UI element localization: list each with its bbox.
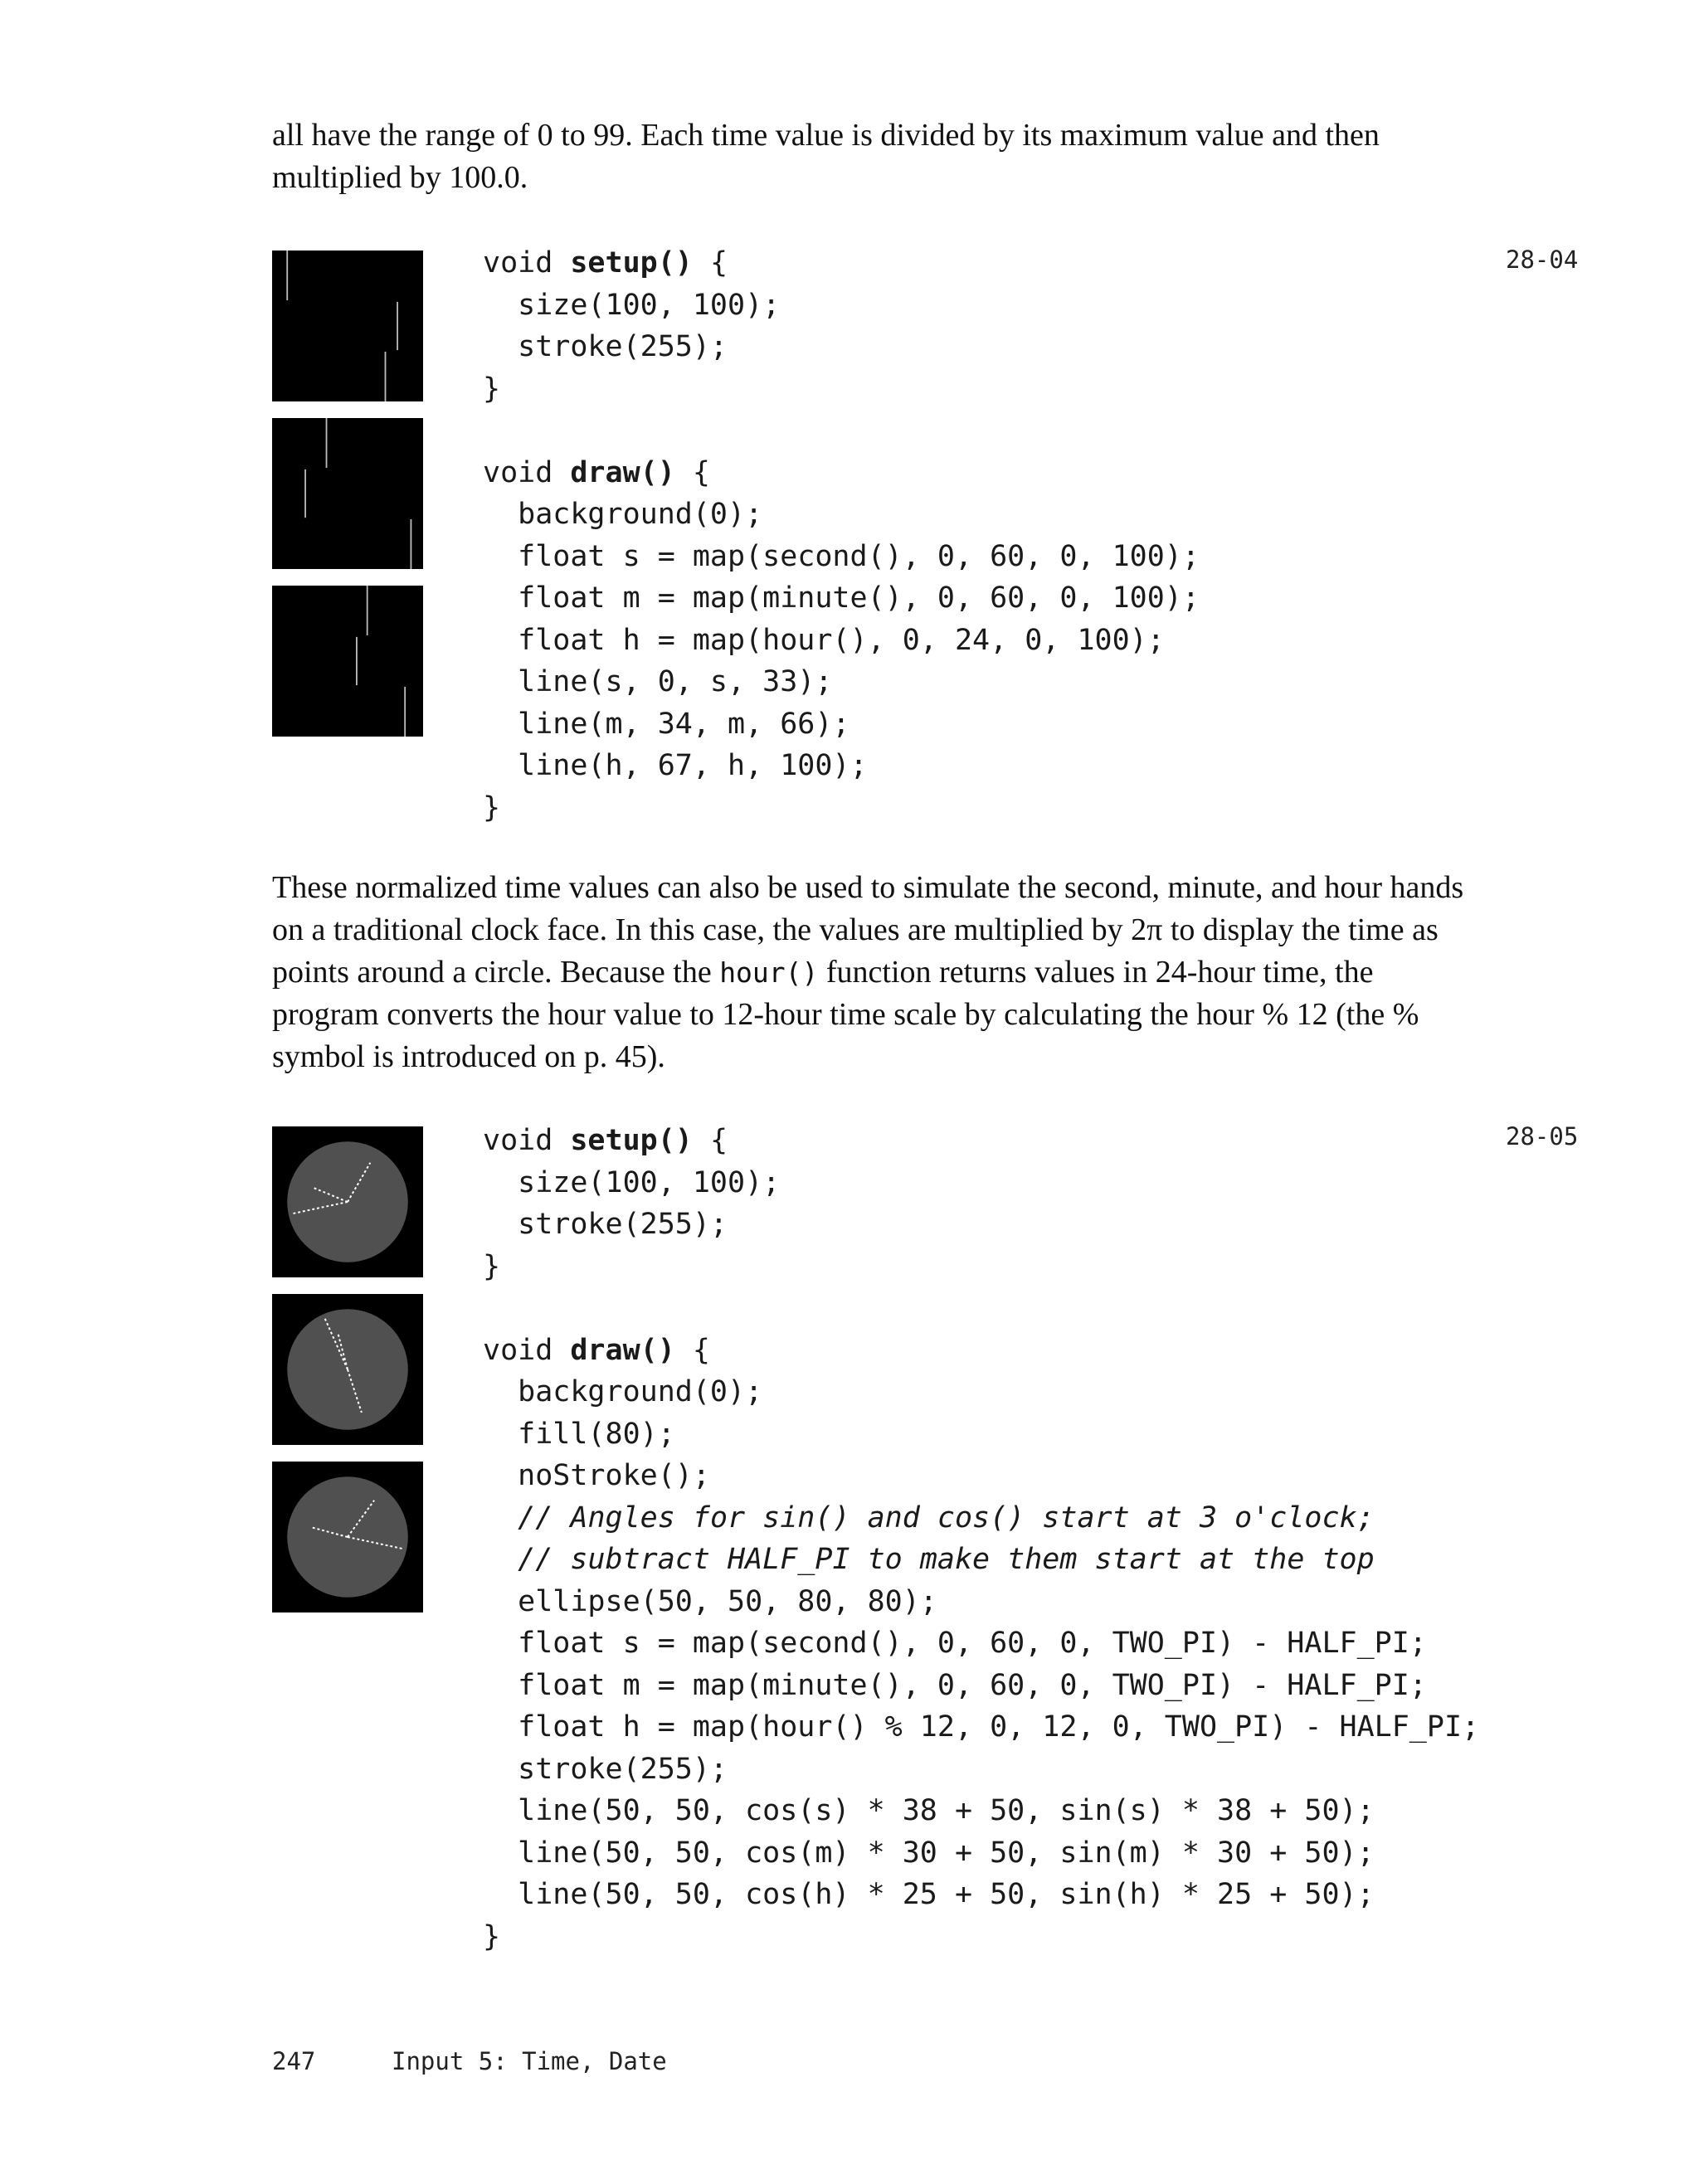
example-2-frame-1 bbox=[272, 1126, 423, 1277]
code-line bbox=[483, 1497, 1479, 1540]
code-line: float m = map(minute(), 0, 60, 0, 100); bbox=[483, 581, 1200, 615]
code-comment: // Angles for sin() and cos() start at 3 o'clock; bbox=[518, 1501, 1375, 1535]
page-number: 247 bbox=[272, 2047, 316, 2075]
code-line: float h = map(hour(), 0, 24, 0, 100); bbox=[483, 623, 1165, 657]
body-text-after: function returns values in 24-hour time, the program converts the hour value to 12-hour time scale by calculating the hour % 12 (the % symbol is introduced on p. 45). bbox=[272, 955, 1419, 1074]
code-line: void draw() { bbox=[483, 1333, 710, 1367]
example-number: 28-05 bbox=[1506, 1122, 1579, 1150]
example-1-frame-2 bbox=[272, 418, 423, 569]
example-2-frame-2 bbox=[272, 1294, 423, 1445]
example-1-frame-1 bbox=[272, 251, 423, 401]
code-line bbox=[483, 410, 1200, 452]
code-line: } bbox=[483, 372, 501, 406]
code-line: background(0); bbox=[483, 498, 763, 531]
code-line: ellipse(50, 50, 80, 80); bbox=[483, 1584, 937, 1618]
function-name: draw() bbox=[570, 455, 675, 489]
code-line: line(50, 50, cos(s) * 38 + 50, sin(s) * 38 + 50); bbox=[483, 1794, 1375, 1827]
code-line: } bbox=[483, 1249, 501, 1283]
code-line: size(100, 100); bbox=[483, 1165, 781, 1199]
function-name: setup() bbox=[570, 246, 693, 280]
code-line: line(m, 34, m, 66); bbox=[483, 707, 850, 741]
code-line: void setup() { bbox=[483, 246, 728, 280]
code-listing-28-04 bbox=[483, 242, 1200, 829]
canvas-background bbox=[272, 586, 423, 737]
code-line: } bbox=[483, 790, 501, 824]
code-line: background(0); bbox=[483, 1375, 763, 1408]
code-line: stroke(255); bbox=[483, 1752, 728, 1786]
code-line: line(h, 67, h, 100); bbox=[483, 749, 868, 782]
code-line: float h = map(hour() % 12, 0, 12, 0, TWO_PI) - HALF_PI; bbox=[483, 1710, 1480, 1744]
code-line: noStroke(); bbox=[483, 1459, 710, 1492]
canvas-background bbox=[272, 251, 423, 401]
intro-paragraph: all have the range of 0 to 99. Each time value is divided by its maximum value and then multiplied by 100.0. bbox=[272, 118, 1380, 195]
code-line bbox=[483, 1287, 1479, 1330]
canvas-background bbox=[272, 418, 423, 569]
code-line: float s = map(second(), 0, 60, 0, TWO_PI) - HALF_PI; bbox=[483, 1627, 1427, 1660]
example-number: 28-04 bbox=[1506, 246, 1579, 274]
example-2-frame-3 bbox=[272, 1462, 423, 1612]
section-title: Input 5: Time, Date bbox=[392, 2047, 667, 2075]
inline-code-hour: hour() bbox=[719, 956, 819, 989]
code-line: fill(80); bbox=[483, 1417, 675, 1451]
body-text-before: These normalized time values can also be used to simulate the second, minute, and hour hands on a traditional clock face. In this case, the values are multiplied by 2π to display the time as points around a circle. Because the bbox=[272, 870, 1464, 990]
code-line: size(100, 100); bbox=[483, 288, 781, 322]
code-line: stroke(255); bbox=[483, 1208, 728, 1241]
code-line: } bbox=[483, 1919, 501, 1953]
code-line: float s = map(second(), 0, 60, 0, 100); bbox=[483, 539, 1200, 573]
code-line: void setup() { bbox=[483, 1124, 728, 1157]
code-line: stroke(255); bbox=[483, 330, 728, 363]
example-1-frame-3 bbox=[272, 586, 423, 737]
code-line: line(50, 50, cos(h) * 25 + 50, sin(h) * 25 + 50); bbox=[483, 1878, 1375, 1911]
function-name: setup() bbox=[570, 1124, 693, 1157]
code-line: void draw() { bbox=[483, 455, 710, 489]
function-name: draw() bbox=[570, 1333, 675, 1367]
code-line bbox=[483, 1539, 1479, 1581]
code-line: line(s, 0, s, 33); bbox=[483, 665, 833, 698]
code-line: line(50, 50, cos(m) * 30 + 50, sin(m) * 30 + 50); bbox=[483, 1836, 1375, 1870]
code-listing-28-05 bbox=[483, 1120, 1479, 1958]
body-paragraph bbox=[272, 867, 1475, 1078]
code-comment: // subtract HALF_PI to make them start at the top bbox=[518, 1543, 1375, 1576]
code-line: float m = map(minute(), 0, 60, 0, TWO_PI) - HALF_PI; bbox=[483, 1668, 1427, 1702]
